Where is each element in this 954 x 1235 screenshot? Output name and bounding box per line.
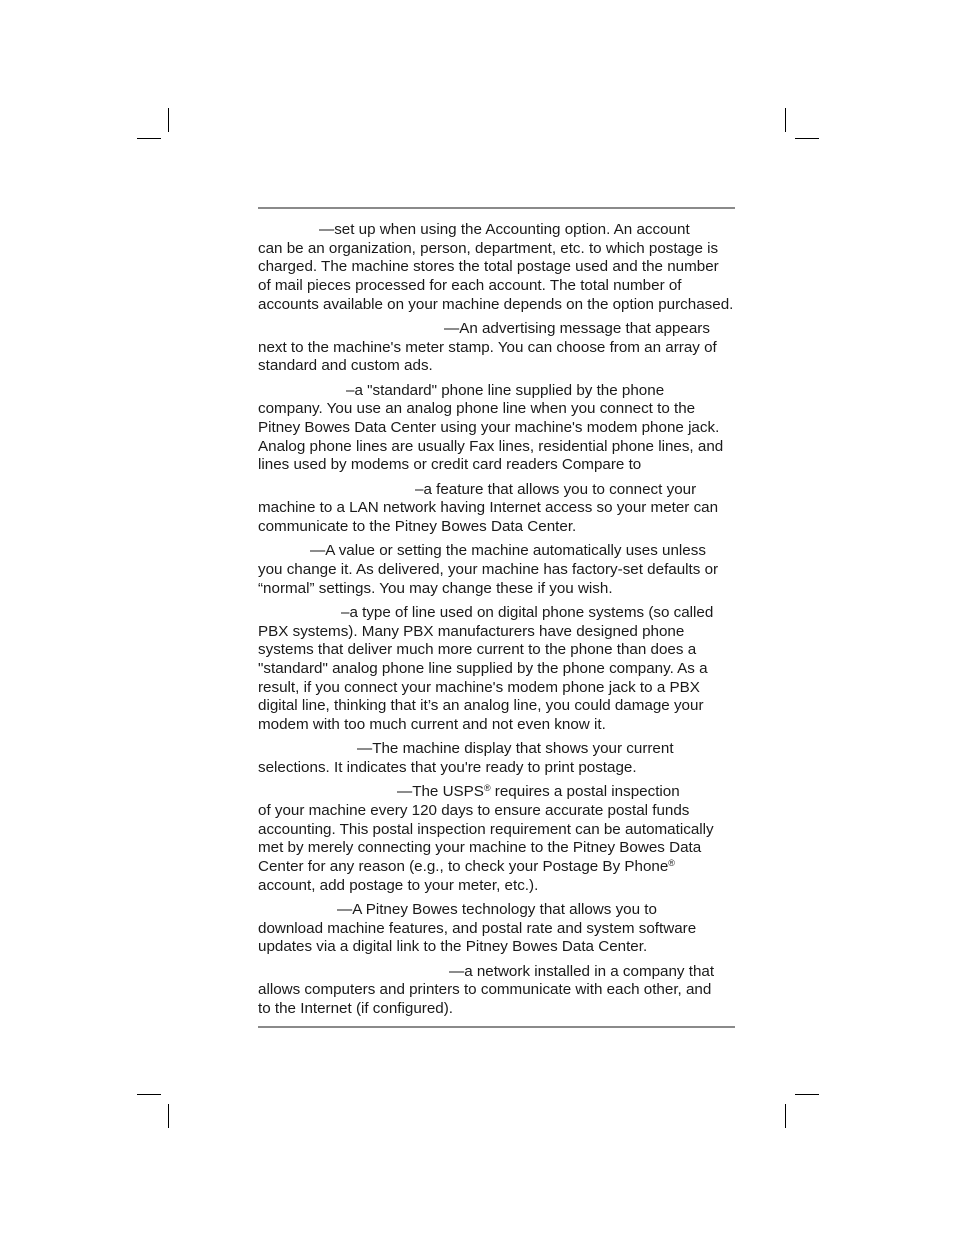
definition-line: updates via a digital link to the Pitney Bowes Data Center. [258, 938, 648, 956]
definition-line: machine to a LAN network having Internet access so your meter can [258, 499, 719, 517]
glossary-entry-account [258, 221, 734, 315]
definition-line: communicate to the Pitney Bowes Data Center. [258, 518, 577, 536]
glossary-entry-digital-line [258, 604, 734, 735]
definition-line: –a type of line used on digital phone systems (so called [341, 603, 714, 621]
definition-line: accounts available on your machine depends on the option purchased. [258, 295, 734, 313]
definition-line: selections. It indicates that you're ready to print postage. [258, 758, 637, 776]
definition-line: —A value or setting the machine automatically uses unless [310, 542, 706, 560]
definition-line: to the Internet (if configured). [258, 999, 454, 1017]
glossary-entry-local-area-network [258, 963, 734, 1019]
definition-line: result, if you connect your machine's modem phone jack to a PBX [258, 678, 700, 696]
definition-line: –a feature that allows you to connect your [415, 480, 697, 498]
definition-line: —The machine display that shows your current [357, 740, 674, 758]
crop-mark [785, 108, 786, 132]
bottom-rule [258, 1026, 735, 1028]
definition-line: —An advertising message that appears [444, 320, 710, 338]
definition-line: —A Pitney Bowes technology that allows you to [337, 900, 657, 918]
crop-mark [795, 138, 819, 139]
definition-line: —a network installed in a company that [449, 962, 715, 980]
definition-line: you change it. As delivered, your machine has factory-set defaults or [258, 560, 719, 578]
definition-line: accounting. This postal inspection requirement can be automatically [258, 820, 714, 838]
definition-line: requires a postal inspection [490, 783, 680, 801]
glossary-entry-lan-connectivity [258, 481, 734, 537]
definition-line: company. You use an analog phone line when you connect to the [258, 400, 696, 418]
glossary-entry-advertising-message [258, 320, 734, 376]
crop-mark [168, 1104, 169, 1128]
registered-mark: ® [668, 858, 675, 868]
definition-line: “normal” settings. You may change these if you wish. [258, 579, 613, 597]
glossary-entry-default [258, 542, 734, 598]
definition-line: of your machine every 120 days to ensure accurate postal funds [258, 801, 690, 819]
glossary-entry-inspection [258, 783, 734, 895]
glossary [258, 221, 734, 1024]
definition-line: "standard" analog phone line supplied by the phone company. As a [258, 659, 708, 677]
definition-line: of mail pieces processed for each account. The total number of [258, 277, 682, 295]
definition-line: Analog phone lines are usually Fax lines, residential phone lines, and [258, 437, 724, 455]
glossary-entry-intellilink [258, 901, 734, 957]
glossary-entry-analog-line [258, 382, 734, 476]
definition-line: can be an organization, person, department, etc. to which postage is [258, 239, 719, 257]
definition-line: next to the machine's meter stamp. You can choose from an array of [258, 338, 717, 356]
crop-mark [168, 108, 169, 132]
crop-mark [137, 138, 161, 139]
crop-mark [795, 1094, 819, 1095]
definition-line: lines used by modems or credit card readers Compare to [258, 456, 642, 474]
definition-line: met by merely connecting your machine to the Pitney Bowes Data [258, 839, 702, 857]
definition-line: digital line, thinking that it’s an analog line, you could damage your [258, 697, 704, 715]
definition-line: charged. The machine stores the total postage used and the number [258, 258, 719, 276]
definition-line: allows computers and printers to communicate with each other, and [258, 981, 712, 999]
glossary-entry-home-screen [258, 740, 734, 777]
definition-line: modem with too much current and not even know it. [258, 716, 606, 734]
definition-line: Pitney Bowes Data Center using your machine's modem phone jack. [258, 419, 720, 437]
crop-mark [785, 1104, 786, 1128]
crop-mark [137, 1094, 161, 1095]
definition-line: –a "standard" phone line supplied by the phone [346, 381, 665, 399]
definition-line: —The USPS [397, 783, 484, 801]
top-rule [258, 207, 735, 209]
registered-mark: ® [483, 783, 491, 794]
definition-line: PBX systems). Many PBX manufacturers have designed phone [258, 622, 685, 640]
definition-line: standard and custom ads. [258, 357, 433, 375]
definition-line: Center for any reason (e.g., to check your Postage By Phone [258, 858, 669, 875]
definition-line: —set up when using the Accounting option. An account [319, 221, 690, 238]
definition-line: account, add postage to your meter, etc.). [258, 876, 539, 894]
definition-line: systems that deliver much more current to the phone than does a [258, 641, 697, 659]
definition-line: download machine features, and postal rate and system software [258, 919, 697, 937]
